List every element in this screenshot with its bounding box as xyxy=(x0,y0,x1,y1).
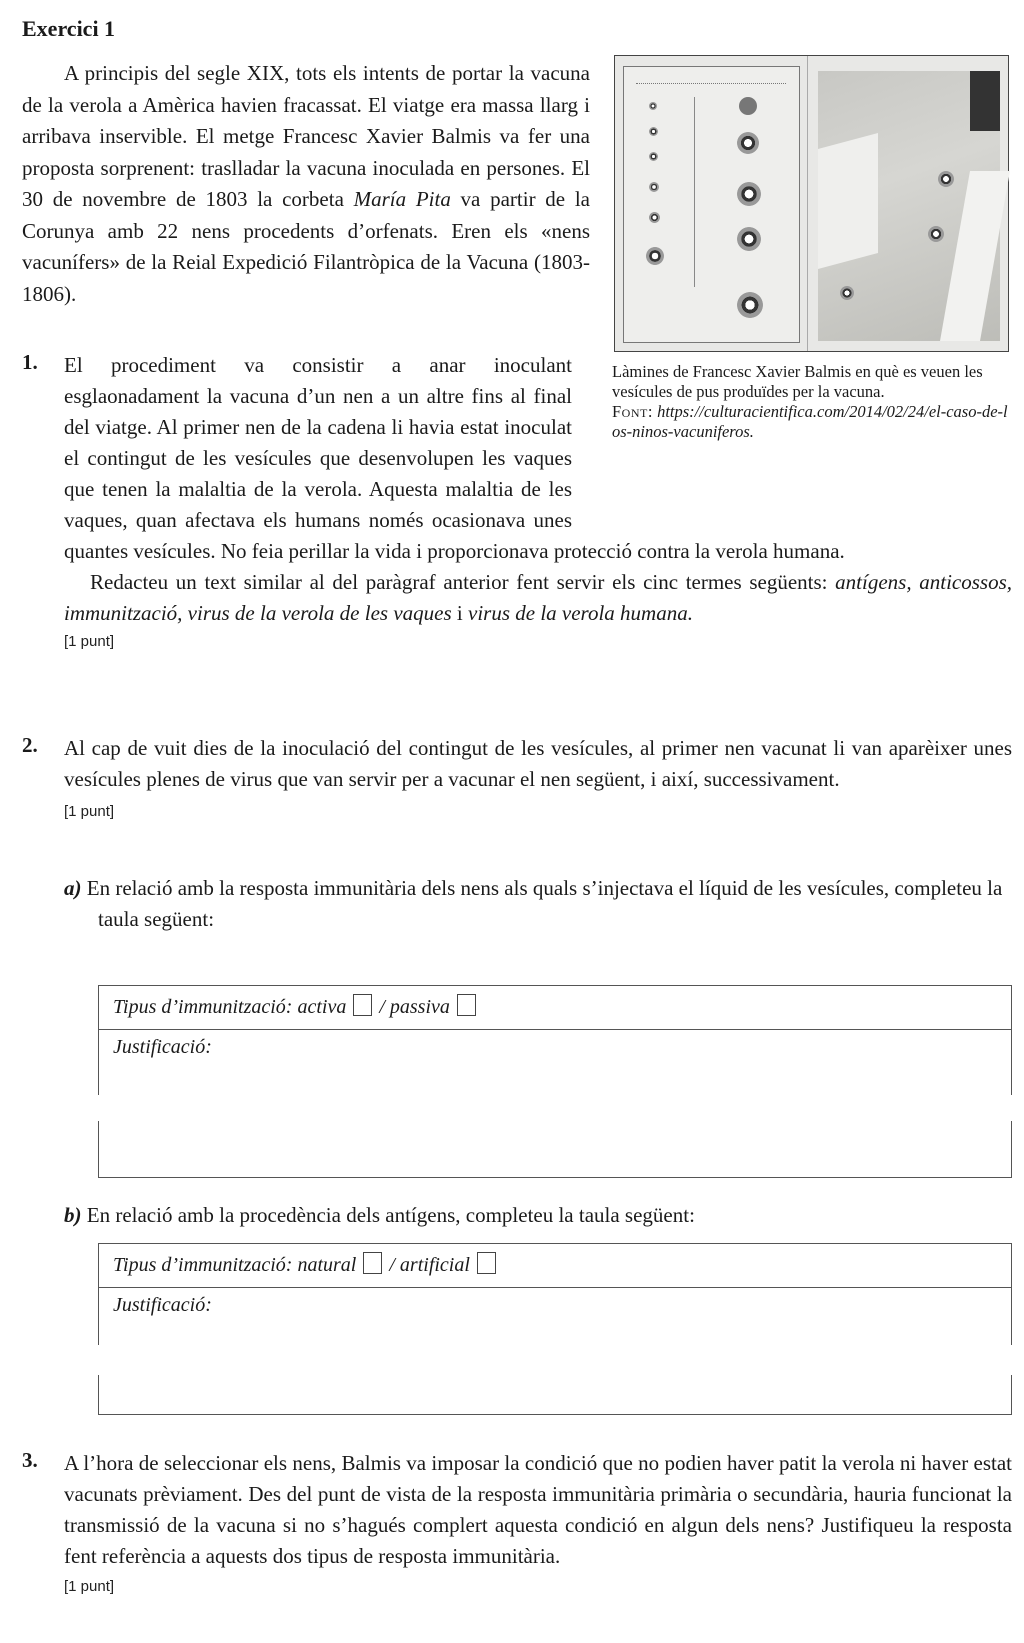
ship-name: María Pita xyxy=(353,187,451,211)
question-2-number: 2. xyxy=(22,733,38,757)
century-numeral: XIX xyxy=(246,61,285,85)
immunization-type-row xyxy=(99,1244,1011,1288)
arm-illustration-plate xyxy=(818,71,1000,341)
part-text: En relació amb la resposta immunitària dels nens als quals s’injectava el líquid de les vesícules, completeu la taula següent: xyxy=(86,876,1003,931)
justification-label: Justificació: xyxy=(113,1294,212,1316)
immunization-type-row xyxy=(99,986,1011,1030)
intro-text: A principis del segle xyxy=(64,61,247,85)
plate-divider xyxy=(807,56,808,351)
vesicle-chart-plate xyxy=(623,66,800,343)
artificial-checkbox[interactable] xyxy=(477,1252,496,1274)
natural-checkbox[interactable] xyxy=(363,1252,382,1274)
question-3-points: [1 punt] xyxy=(64,1578,115,1595)
active-checkbox[interactable] xyxy=(353,994,372,1016)
question-2-text: Al cap de vuit dies de la inoculació del contingut de les vesícules, al primer nen vacunat li van aparèixer unes vesícules plenes de virus que van servir per a vacunar el nen següent, i així, successivament. xyxy=(64,736,1012,791)
intro-paragraph xyxy=(22,58,590,310)
question-3-number: 3. xyxy=(22,1448,38,1472)
justification-field[interactable] xyxy=(99,1288,1011,1317)
question-1-text: El procediment va consistir a anar inoculant esglaonadament la vacuna d’un nen a un altre fins al final del viatge. Al primer nen de la cadena li havia estat inoculat el contingut de les vesícules que desenvolupen les vaques que tenen la malaltia de la verola. Aquesta malaltia de les vaques, quan afectava els humans només ocasionava unes quantes vesícules. No feia perillar la vida i proporcionava protecció contra la verola humana. xyxy=(64,353,845,563)
question-1 xyxy=(64,350,1012,650)
part-letter: b) xyxy=(64,1203,82,1227)
type-separator: / passiva xyxy=(379,996,450,1018)
justification-field[interactable] xyxy=(99,1030,1011,1059)
caption-float-spacer xyxy=(572,350,1012,536)
page-crop-gap xyxy=(96,1095,1016,1121)
type-label: Tipus d’immunització: activa xyxy=(113,996,347,1018)
question-3-text: A l’hora de seleccionar els nens, Balmis va imposar la condició que no podien haver patit la verola ni haver estat vacunats prèviament. Des del punt de vista de la resposta immunitària primària o secundària, hauria funcionat la transmissió de la vacuna si no s’hagués complert aquesta condició en algun dels nens? Justifiqueu la resposta fent referència a aquests dos tipus de resposta immunitària. xyxy=(64,1451,1012,1568)
question-2a xyxy=(64,873,1012,935)
part-text: En relació amb la procedència dels antígens, completeu la taula següent: xyxy=(86,1203,695,1227)
question-2a-text xyxy=(64,873,1012,935)
prompt-joiner: i xyxy=(451,601,468,625)
table-2b xyxy=(98,1243,1012,1415)
question-1-prompt xyxy=(64,567,1012,629)
type-separator: / artificial xyxy=(389,1254,470,1276)
part-letter: a) xyxy=(64,876,82,900)
exercise-title: Exercici 1 xyxy=(22,16,116,41)
question-2b-text xyxy=(64,1200,1012,1231)
source-link[interactable]: https://culturacientifica.com/2014/02/24/el-caso-de-los-ninos-vacuniferos. xyxy=(612,402,1008,441)
question-1-number: 1. xyxy=(22,350,38,374)
balmis-plates-image xyxy=(614,55,1009,352)
prompt-terms: antígens, anticossos, immunització, virus de la verola de les vaques xyxy=(64,570,1013,625)
question-2-points: [1 punt] xyxy=(64,803,115,820)
prompt-text: Redacteu un text similar al del paràgraf anterior fent servir els cinc termes següents: xyxy=(90,570,836,594)
question-1-points: [1 punt] xyxy=(64,633,115,650)
table-2a xyxy=(98,985,1012,1178)
question-3 xyxy=(64,1448,1012,1595)
intro-text: va partir de la Corunya amb 22 nens procedents d’orfenats. Eren els «nens vacunífers» de la Reial Expedició Filantròpica de la Vacuna (1803-1806). xyxy=(22,187,590,306)
prompt-terms: virus de la verola humana. xyxy=(468,601,693,625)
intro-text: , tots els intents de portar la vacuna de la verola a Amèrica havien fracassat. El viatge era massa llarg i arribava inservible. El metge Francesc Xavier Balmis va fer una proposta sorprenent: traslladar la vacuna inoculada en persones. El 30 de novembre de 1803 la corbeta xyxy=(22,61,590,211)
source-label: Font: xyxy=(612,402,653,421)
caption-text: Làmines de Francesc Xavier Balmis en què es veuen les vesícules de pus produïdes per la vacuna. xyxy=(612,362,983,401)
page-crop-gap xyxy=(96,1345,1016,1375)
question-2b xyxy=(64,1200,1012,1231)
question-2 xyxy=(64,733,1012,820)
passive-checkbox[interactable] xyxy=(457,994,476,1016)
type-label: Tipus d’immunització: natural xyxy=(113,1254,357,1276)
justification-label: Justificació: xyxy=(113,1036,212,1058)
